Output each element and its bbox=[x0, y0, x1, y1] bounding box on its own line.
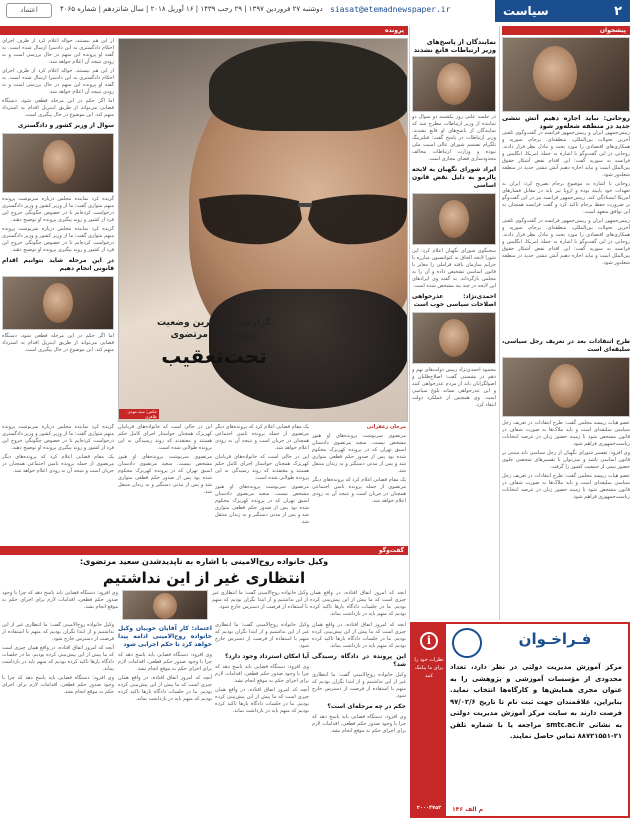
minister-photo bbox=[412, 56, 496, 112]
question-3: آیا امکان استرداد وجود دارد؟ bbox=[225, 653, 309, 660]
rouhani-p2b: رییس‌جمهور ایران و رییس‌جمهور فرانسه در گفت‌وگوی تلفنی آخرین تحولات بین‌المللی، منطقه‌ای، برجام، سوریه و همکاری‌های اقتصادی را مورد بحث و تبادل نظر قرار دادند. روحانی در این گفت‌وگو با اشاره به حمله امریکا، انگلیس و فرانسه به سوریه گفت: این اقدام نقض آشکار حقوق بین‌الملل است و نباید اجازه دهیم آتش تنشی جدید در منطقه شعله‌ور شود. bbox=[502, 218, 630, 266]
page-header bbox=[0, 0, 630, 22]
minister-p1: در جلسه علنی روز یکشنبه دو سوال دو نماینده از وزیر ارتباطات مطرح شد که نمایندگان از پاسخ‌های او قانع نشدند. وزیر ارتباطات در پاسخ گفت: فیلترینگ تلگرام تصمیم شورای عالی امنیت ملی نبوده و وزارت ارتباطات مخالف محدودسازی فضای مجازی است. bbox=[412, 114, 496, 162]
spokesman-photo bbox=[412, 193, 496, 245]
official-photo bbox=[502, 357, 630, 417]
ahmadinejad-headline: احمدی‌نژاد: عذرخواهی اصلاحات سیاسی خوب است bbox=[412, 293, 496, 308]
pull-quote: اعتماد: کار آقایان خوبیان وکیل خانواده روح‌الامینی ادامه پیدا خواهد کرد تا حکم اجرایی شود bbox=[118, 625, 212, 648]
rouhani-p2: روحانی با اشاره به موضوع برجام تصریح کرد: ایران به تعهدات خود پایبند بوده و اروپا نیز باید در مقابل فشارهای امریکا ایستادگی کند. رییس‌جمهور فرانسه نیز در این گفت‌وگو بر ضرورت حفظ برجام تاکید کرد و گفت فرانسه همچنان به این توافق متعهد است. bbox=[502, 181, 630, 215]
interview-lower-1: آنچه که امروز اتفاق افتاده، در واقع همان چیزی است که ما پیش از این پیش‌بینی کرده بودیم. ما در جلسات دادگاه بارها تاکید کرده بودیم که متهم باید در بازداشت بماند. این پرونده در دادگاه رسیدگی شد؟ وکیل خانواده روح‌الامینی گفت: ما انتظاری غیر از این نداشتیم و از ابتدا نگران بودیم که متهم با استفاده از فرصت از دسترس خارج شود. حکم در چه مرحله‌ای است؟ وی افزود: دستگاه قضایی باید پاسخ دهد که چرا با وجود صدور حکم قطعی، اقدامات لازم برای اجرای حکم به موقع انجام نشد. bbox=[312, 622, 406, 734]
interview-lower-4: وکیل خانواده روح‌الامینی گفت: ما انتظاری غیر از این نداشتیم و از ابتدا نگران بودیم که متهم با استفاده از فرصت از دسترس خارج شود. آنچه که امروز اتفاق افتاده، در واقع همان چیزی است که ما پیش از این پیش‌بینی کرده بودیم. ما در جلسات دادگاه بارها تاکید کرده بودیم که متهم باید در بازداشت بماند. وی افزود: دستگاه قضایی باید پاسخ دهد که چرا با وجود صدور حکم قطعی، اقدامات لازم برای اجرای حکم به موقع انجام نشد. bbox=[2, 622, 114, 695]
author-byline: مرجان زعفرانی bbox=[366, 424, 406, 430]
page-number: ۲ bbox=[614, 3, 622, 19]
rajol-p3: عضو هیات رییسه مجلس گفت: طرح انتقادات در تعریف رجل سیاسی سلیقه‌ای است و باید ملاک‌ها به صورت شفاف در قانون مشخص شود تا زمینه حضور زنان در عرصه انتخابات ریاست‌جمهوری فراهم شود. bbox=[502, 420, 630, 447]
left-p1c: اما اگر حکم در این مرحله قطعی شود، دستگاه قضایی می‌تواند از طریق اینترپل اقدام به استرداد متهم کند. این موضوع در حال پیگیری است. bbox=[2, 98, 114, 118]
lawyer-photo bbox=[122, 590, 208, 620]
middle-col-4: گزیده کرد نماینده مجلس درباره سرنوشت پرونده متهم متواری گفت: ما از وزیر کشور و وزیر دادگستری درخواست کرده‌ایم تا در خصوص چگونگی خروج این فرد از کشور و روند پیگیری پرونده او توضیح دهند. یک مقام قضایی اعلام کرد که پرونده‌های دیگر مرتضوی از جمله پرونده تامین اجتماعی همچنان در جریان است و نتیجه آن به زودی اعلام خواهد شد. bbox=[2, 424, 114, 474]
ad-code: م الف ۱۴۶ bbox=[452, 806, 484, 813]
rouhani-p1: رییس‌جمهور ایران و رییس‌جمهور فرانسه در گفت‌وگوی تلفنی آخرین تحولات بین‌المللی، منطقه‌ای، برجام، سوریه و همکاری‌های اقتصادی را مورد بحث و تبادل نظر قرار دادند. روحانی در این گفت‌وگو با اشاره به حمله امریکا، انگلیس و فرانسه به سوریه گفت: این اقدام نقض آشکار حقوق بین‌الملل است و نباید اجازه دهیم آتش تنشی جدید در منطقه شعله‌ور شود. bbox=[502, 130, 630, 178]
hero-caption-small: گزارشی از آخرین وضعیت پرونده‌های مرتضوی bbox=[157, 318, 271, 340]
interview-lower-2: وکیل خانواده روح‌الامینی گفت: ما انتظاری غیر از این نداشتیم و از ابتدا نگران بودیم که متهم با استفاده از فرصت از دسترس خارج شود. آیا امکان استرداد وجود دارد؟ وی افزود: دستگاه قضایی باید پاسخ دهد که چرا با وجود صدور حکم قطعی، اقدامات لازم برای اجرای حکم به موقع انجام نشد. آنچه که امروز اتفاق افتاده، در واقع همان چیزی است که ما پیش از این پیش‌بینی کرده بودیم. ما در جلسات دادگاه بارها تاکید کرده بودیم که متهم باید در بازداشت بماند. bbox=[215, 622, 309, 714]
case-file-bar: پرونده bbox=[0, 26, 408, 35]
palermo-headline: ایراد شورای نگهبان به لایحه پالرمو به دلیل نقض قانون اساسی bbox=[412, 166, 496, 189]
left-p2: گزیده کرد نماینده مجلس درباره سرنوشت پرونده متهم متواری گفت: ما از وزیر کشور و وزیر دادگستری درخواست کرده‌ایم تا در خصوص چگونگی خروج این فرد از کشور و روند پیگیری پرونده او توضیح دهند. bbox=[2, 196, 114, 223]
question-2: حکم در چه مرحله‌ای است؟ bbox=[327, 703, 406, 710]
ad-side-number: ۳۰۰۰۴۷۵۳ bbox=[416, 805, 442, 811]
official2-photo bbox=[2, 276, 114, 330]
mortazavi-hero-photo bbox=[118, 38, 408, 422]
ad-body: مرکز آموزش مدیریت دولتی در نظر دارد، تعداد محدودی از مؤسسات آموزشی و پژوهشی را به عنوان مجری همایش‌ها و کارگاه‌ها انتخاب نماید. بنابراین، علاقمندان جهت ثبت نام تا تاریخ ۹۷/۰۲/۶ فرصت دارند به سایت مرکز آموزش مدیریت دولتی به نشانی smtc.ac.ir مراجعه یا با شماره تلفن ۲۱-۸۸۷۲۱۵۵۱ تماس حاصل نمایند. bbox=[450, 663, 623, 740]
ahmadinejad-photo bbox=[412, 312, 496, 364]
left-p2b: گزیده کرد نماینده مجلس درباره سرنوشت پرونده متهم متواری گفت: ما از وزیر کشور و وزیر دادگستری درخواست کرده‌ایم تا در خصوص چگونگی خروج این فرد از کشور و روند پیگیری پرونده او توضیح دهند. bbox=[2, 226, 114, 253]
left-column bbox=[2, 38, 114, 428]
left-p1: از این هم نیستند، حواله اعلام کرد از طرف اجرای احکام دادگستری به این دادسرا ارسال شده است. به گفته او پرونده این متهم در حال بررسی است و به زودی نتیجه آن اعلام خواهد شد. bbox=[2, 38, 114, 65]
rajol-subhead: طرح انتقادات بعد در تعریف رجل سیاسی، سلیقه‌ای است bbox=[502, 338, 630, 353]
ahmadinejad-p3: محمود احمدی‌نژاد رییس دولت‌های نهم و دهم در نشستی گفت: اصلاح‌طلبان و اصولگرایان باید از مردم عذرخواهی کنند و این عذرخواهی نشانه بلوغ سیاسی است. وی همچنین از عملکرد دولت انتقاد کرد. bbox=[412, 367, 496, 408]
interview-col-1: آنچه که امروز اتفاق افتاده، در واقع همان چیزی است که ما پیش از این پیش‌بینی کرده بودیم. ما در جلسات دادگاه بارها تاکید کرده بودیم که متهم باید در بازداشت بماند. bbox=[310, 590, 406, 617]
interview-col-4: وی افزود: دستگاه قضایی باید پاسخ دهد که چرا با وجود صدور حکم قطعی، اقدامات لازم برای اجرای حکم به موقع انجام نشد. bbox=[2, 590, 118, 610]
sunglasses-icon bbox=[194, 189, 408, 249]
hero-caption-big: تحت‌تعقیب bbox=[161, 344, 267, 368]
interview-lower-3: اعتماد: کار آقایان خوبیان وکیل خانواده روح‌الامینی ادامه پیدا خواهد کرد تا حکم اجرایی شود وی افزود: دستگاه قضایی باید پاسخ دهد که چرا با وجود صدور حکم قطعی، اقدامات لازم برای اجرای حکم به موقع انجام نشد. آنچه که امروز اتفاق افتاده، در واقع همان چیزی است که ما پیش از این پیش‌بینی کرده بودیم. ما در جلسات دادگاه بارها تاکید کرده بودیم که متهم باید در بازداشت بماند. bbox=[118, 625, 212, 702]
mid-right-column bbox=[412, 114, 496, 614]
middle-col-1: مرتضوی سرنوشت پرونده‌های او هنوز مشخص نیست. سعید مرتضوی دادستان اسبق تهران که در پرونده کهریزک محکوم شده بود پس از صدور حکم قطعی متواری شد و پس از مدتی دستگیر و به زندان منتقل شد. یک مقام قضایی اعلام کرد که پرونده‌های دیگر مرتضوی از جمله پرونده تامین اجتماعی همچنان در جریان است و نتیجه آن به زودی اعلام خواهد شد. bbox=[312, 433, 406, 504]
newspaper-logo: اعتماد bbox=[6, 3, 52, 18]
ad-side-text: نظرات خود را برای ما پیامک کنید bbox=[414, 657, 444, 679]
section-banner bbox=[495, 0, 630, 22]
rajol-p5: عضو هیات رییسه مجلس گفت: طرح انتقادات در تعریف رجل سیاسی سلیقه‌ای است و باید ملاک‌ها به صورت شفاف در قانون مشخص شود تا زمینه حضور زنان در عرصه انتخابات ریاست‌جمهوری فراهم شود. bbox=[502, 473, 630, 500]
interview-kicker: وکیل خانواده روح‌الامینی با اشاره به ناپدیدشدن سعید مرتضوی: bbox=[79, 557, 329, 566]
photo-credit: عکس: سید مهدی طاهری bbox=[119, 409, 159, 419]
ad-side-strip bbox=[412, 624, 446, 816]
right-column bbox=[502, 114, 630, 614]
legal-action-subhead: در این مرحله شاید بتوانیم اقدام قانونی انجام دهیم bbox=[2, 257, 114, 272]
middle-col-2: یک مقام قضایی اعلام کرد که پرونده‌های دیگر مرتضوی از جمله پرونده تامین اجتماعی همچنان در جریان است و نتیجه آن به زودی اعلام خواهد شد. این در حالی است که خانواده‌های قربانیان کهریزک همچنان خواستار اجرای کامل حکم هستند و معتقدند که روند رسیدگی به این پرونده طولانی شده است. مرتضوی سرنوشت پرونده‌های او هنوز مشخص نیست. سعید مرتضوی دادستان اسبق تهران که در پرونده کهریزک محکوم شده بود پس از صدور حکم قطعی متواری شد و پس از مدتی دستگیر و به زندان منتقل شد. bbox=[215, 424, 309, 525]
left-p1b: از این هم نیستند، حواله اعلام کرد از طرف اجرای احکام دادگستری به این دادسرا ارسال شده است. به گفته او پرونده این متهم در حال بررسی است و به زودی نتیجه آن اعلام خواهد شد. bbox=[2, 68, 114, 95]
rouhani-headline: روحانی: نباید اجازه دهیم آتش تنشی جدید در منطقه شعله‌ور شود bbox=[502, 114, 630, 130]
minister-question-subhead: سوال از وزیر کشور و دادگستری bbox=[17, 122, 114, 129]
question-1: این پرونده در دادگاه رسیدگی شد؟ bbox=[312, 653, 406, 668]
left-p3: اما اگر حکم در این مرحله قطعی شود، دستگاه قضایی می‌تواند از طریق اینترپل اقدام به استرداد متهم کند. این موضوع در حال پیگیری است. bbox=[2, 333, 114, 353]
interview-title: انتظاری غیر از این نداشتیم bbox=[102, 569, 306, 587]
minister-headline: نمایندگان از پاسخ‌های وزیر ارتباطات قانع نشدند bbox=[413, 38, 496, 54]
info-icon: i bbox=[420, 632, 438, 650]
palermo-p2: سخنگوی شورای نگهبان اعلام کرد: این شورا لایحه الحاق به کنوانسیون مبارزه با جرایم سازمان یافته فراملی را مغایر با قانون اساسی تشخیص داده و آن را به مجلس بازگرداند. به گفته وی ایرادهای این لایحه در چند بند مشخص شده است. bbox=[412, 248, 496, 289]
mp-photo bbox=[2, 133, 114, 193]
interview-col-2: وکیل خانواده روح‌الامینی گفت: ما انتظاری غیر از این نداشتیم و از ابتدا نگران بودیم که متهم با استفاده از فرصت از دسترس خارج شود. bbox=[212, 590, 308, 610]
section-title: سیاست bbox=[503, 4, 549, 18]
ad-title: فـراخـوان bbox=[518, 630, 592, 648]
middle-col-3: این در حالی است که خانواده‌های قربانیان کهریزک همچنان خواستار اجرای کامل حکم هستند و معتقدند که روند رسیدگی به این پرونده طولانی شده است. مرتضوی سرنوشت پرونده‌های او هنوز مشخص نیست. سعید مرتضوی دادستان اسبق تهران که در پرونده کهریزک محکوم شده بود پس از صدور حکم قطعی متواری شد و پس از مدتی دستگیر و به زندان منتقل شد. bbox=[118, 424, 212, 495]
ad-frame bbox=[410, 622, 630, 818]
issue-date: دوشنبه ۲۷ فروردین ۱۳۹۷ | ۲۹ رجب ۱۴۳۹ | ۱۶ آوریل ۲۰۱۸ | سال شانزدهم | شماره ۴۰۶۵ bbox=[60, 5, 323, 13]
interview-bar: گفت‌وگو bbox=[0, 546, 408, 555]
rouhani-photo bbox=[502, 37, 630, 112]
right-column-bar: پیشخوان bbox=[502, 26, 630, 35]
rajol-p4: وی افزود: تفسیر شورای نگهبان از رجل سیاسی باید مبتنی بر قانون اساسی باشد و نمی‌توان با تفسیرهای شخصی جلوی حضور نیمی از جمعیت کشور را گرفت. bbox=[502, 450, 630, 470]
ad-emblem-icon bbox=[452, 628, 482, 658]
section-email[interactable]: siasat@etemadnewspaper.ir bbox=[330, 5, 451, 14]
